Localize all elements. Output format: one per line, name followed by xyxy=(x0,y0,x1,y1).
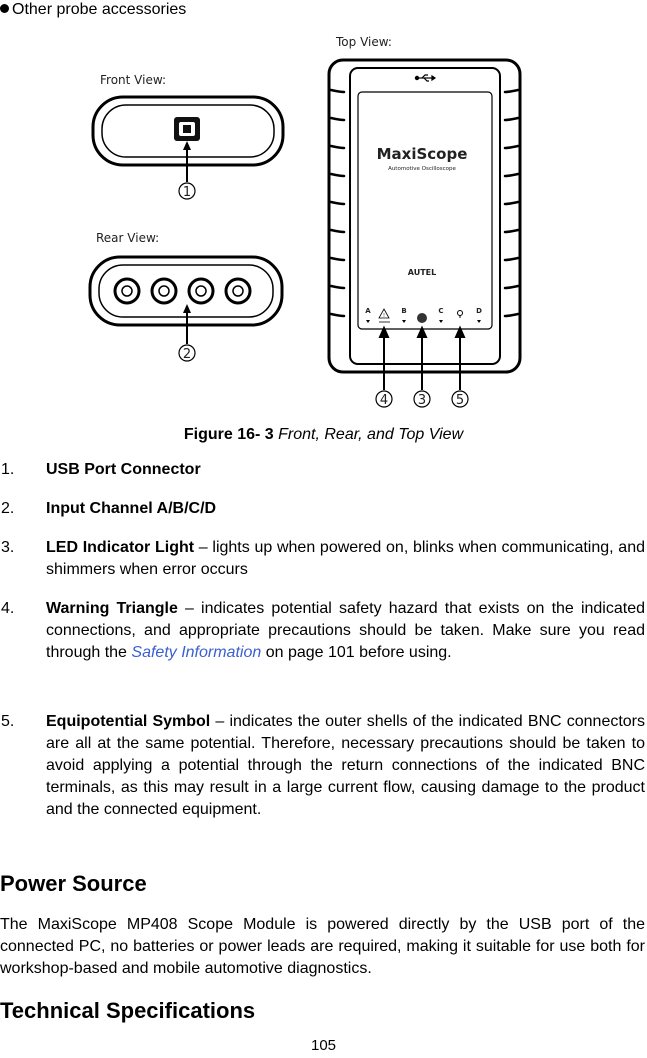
top-view-label: Top View: xyxy=(336,35,392,49)
list-item-number: 5. xyxy=(1,713,15,730)
page-number: 105 xyxy=(310,1037,337,1054)
callout-4-label: 4 xyxy=(379,393,389,408)
list-item-title: Warning Triangle xyxy=(46,600,178,617)
top-view-device xyxy=(329,60,520,372)
list-item-title: Equipotential Symbol xyxy=(46,713,211,730)
bullet-icon xyxy=(0,4,9,13)
list-item-body: – indicates potential safety hazard that exists on the indicated connections, and appropriate precautions should be taken. Make sure you read through the xyxy=(46,600,645,661)
list-item-title: LED Indicator Light xyxy=(46,539,195,556)
bullet-item xyxy=(0,0,186,20)
list-item-number: 4. xyxy=(1,600,15,617)
callout-3-label: 3 xyxy=(417,393,427,408)
bullet-text: Other probe accessories xyxy=(12,1,187,18)
callout-5-label: 5 xyxy=(455,393,465,408)
power-source-heading: Power Source xyxy=(0,871,147,896)
callout-2-label: 2 xyxy=(182,347,192,362)
channel-a-label: A xyxy=(365,307,371,315)
figure-caption xyxy=(0,425,647,445)
channel-d-label: D xyxy=(476,307,482,315)
channel-b-label: B xyxy=(401,307,407,315)
list-item xyxy=(0,537,645,581)
rear-view-label: Rear View: xyxy=(96,231,160,245)
list-item-number: 1. xyxy=(1,461,15,478)
channel-c-label: C xyxy=(438,307,444,315)
device-figure xyxy=(0,26,647,421)
device-maker: AUTEL xyxy=(407,268,437,277)
list-item-body: – lights up when powered on, blinks when communicating, and shimmers when error occurs xyxy=(46,539,645,578)
list-item xyxy=(0,498,645,520)
list-item xyxy=(0,459,645,481)
list-item-number: 2. xyxy=(1,500,15,517)
list-item xyxy=(0,598,645,664)
list-item-title: Input Channel A/B/C/D xyxy=(46,500,217,517)
power-source-text: The MaxiScope MP408 Scope Module is powered directly by the USB port of the connected PC, no batteries or power leads are required, making it suitable for use both for workshop-based and mobile automotive diagnostics. xyxy=(0,916,645,977)
list-item-body-end: on page 101 before using. xyxy=(261,644,452,661)
device-brand: MaxiScope xyxy=(376,145,468,163)
callout-1-label: 1 xyxy=(182,185,192,200)
safety-information-link[interactable]: Safety Information xyxy=(131,644,262,661)
list-item-title: USB Port Connector xyxy=(46,461,201,478)
figure-number: Figure 16- 3 xyxy=(183,426,274,443)
list-item-body: – indicates the outer shells of the indicated BNC connectors are all at the same potential. Therefore, necessary precautions should be taken to avoid applying a potential through the return connections of the indicated BNC terminals, as this may result in a large current flow, causing damage to the product and the connected equipment. xyxy=(46,713,646,818)
figure-title: Front, Rear, and Top View xyxy=(278,426,464,443)
device-subtitle: Automotive Oscilloscope xyxy=(388,166,456,172)
list-item xyxy=(0,711,645,821)
front-view-label: Front View: xyxy=(100,73,167,87)
led-indicator-icon xyxy=(417,313,427,323)
svg-text:!: ! xyxy=(382,313,386,319)
list-item-number: 3. xyxy=(1,539,15,556)
tech-specs-heading: Technical Specifications xyxy=(0,998,256,1023)
